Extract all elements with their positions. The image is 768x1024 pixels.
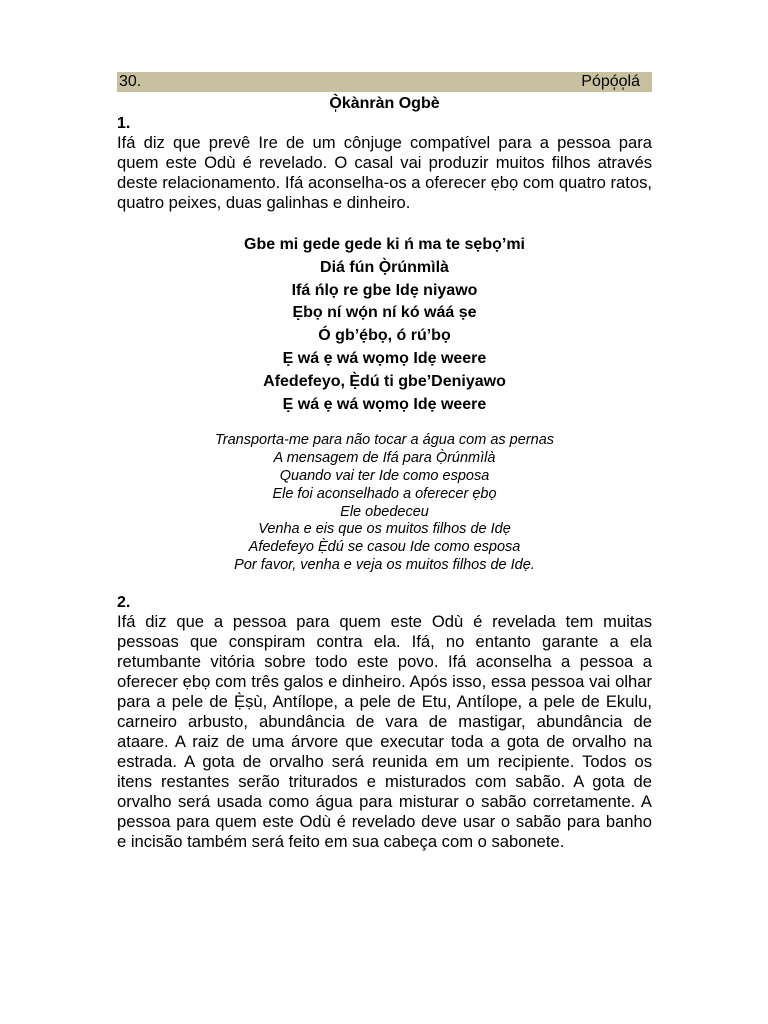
section-1-number: 1. xyxy=(117,115,131,132)
verse-line: Diá fún Ọ̀rúnmìlà xyxy=(320,258,449,276)
section-2-paragraph: Ifá diz que a pessoa para quem este Odù é revelada tem muitas pessoas que conspiram contra ela. Ifá, no entanto garante a ela retumbante vitória sobre todo este povo. Ifá aconselha a pessoa a oferecer ẹbọ com três galos e dinheiro. Após isso, essa pessoa vai olhar para a pele de Ẹ̀ṣù, Antílope, a pele de Etu, Antílope, a pele de Ekulu, carneiro arbusto, abundância de vara de mastigar, abundância de ataare. A raiz de uma árvore que executar toda a gota de orvalho na estrada. A gota de orvalho será reunida em um recipiente. Todos os itens restantes serão triturados e misturados com sabão. A gota de orvalho será usada como água para misturar o sabão corretamente. A pessoa para quem este Odù é revelado deve usar o sabão para banho e incisão também será feito em sua cabeça com o sabonete. xyxy=(117,611,652,851)
verse-line: Gbe mi gede gede ki ń ma te sẹbọ’mi xyxy=(244,236,525,253)
section-2 xyxy=(117,593,652,852)
running-title: Pópó̩o̩lá xyxy=(581,73,640,90)
translation-line: A mensagem de Ifá para Ọ̀rúnmìlà xyxy=(273,450,496,467)
odu-title: Ò̩kànràn Ogbè xyxy=(329,95,440,112)
translation-line: Por favor, venha e veja os muitos filhos de Idẹ. xyxy=(234,556,535,573)
translation-line: Afedefeyo Ẹ̀dú se casou Ide como esposa xyxy=(248,539,521,556)
translation-line: Quando vai ter Ide como esposa xyxy=(279,467,490,484)
verse-line: Ẹ wá ẹ wá wọmọ Idẹ weere xyxy=(282,395,487,413)
header-bar xyxy=(117,72,652,92)
verse-line: Ẹ wá ẹ wá wọmọ Idẹ weere xyxy=(282,349,487,367)
section-2-number: 2. xyxy=(117,593,131,611)
verse-line: Ẹbọ ní wọ́n ní kó wáá ṣe xyxy=(292,304,477,322)
translation-line: Venha e eis que os muitos filhos de Idẹ xyxy=(258,521,511,538)
verse-line: Ó gb’ẹ́bọ, ó rú’bọ xyxy=(318,327,451,345)
verse-line: Afedefeyo, Ẹ̀dú ti gbe’Deniyawo xyxy=(263,372,506,390)
section-1-paragraph: Ifá diz que prevê Ire de um cônjuge compatível para a pessoa para quem este Odù é revelado. O casal vai produzir muitos filhos através deste relacionamento. Ifá aconselha-os a oferecer ẹbọ com quatro ratos, quatro peixes, duas galinhas e dinheiro. xyxy=(117,133,652,212)
verse-block xyxy=(117,234,652,416)
translation-line: Transporta-me para não tocar a água com as pernas xyxy=(214,432,555,449)
translation-line: Ele obedeceu xyxy=(340,503,429,520)
document-page xyxy=(117,72,652,852)
translation-block xyxy=(117,432,652,574)
verse-line: Ifá ńlọ re gbe Idẹ niyawo xyxy=(291,281,478,299)
chapter-number: 30. xyxy=(119,73,142,90)
translation-line: Ele foi aconselhado a oferecer ẹbọ xyxy=(272,485,497,502)
